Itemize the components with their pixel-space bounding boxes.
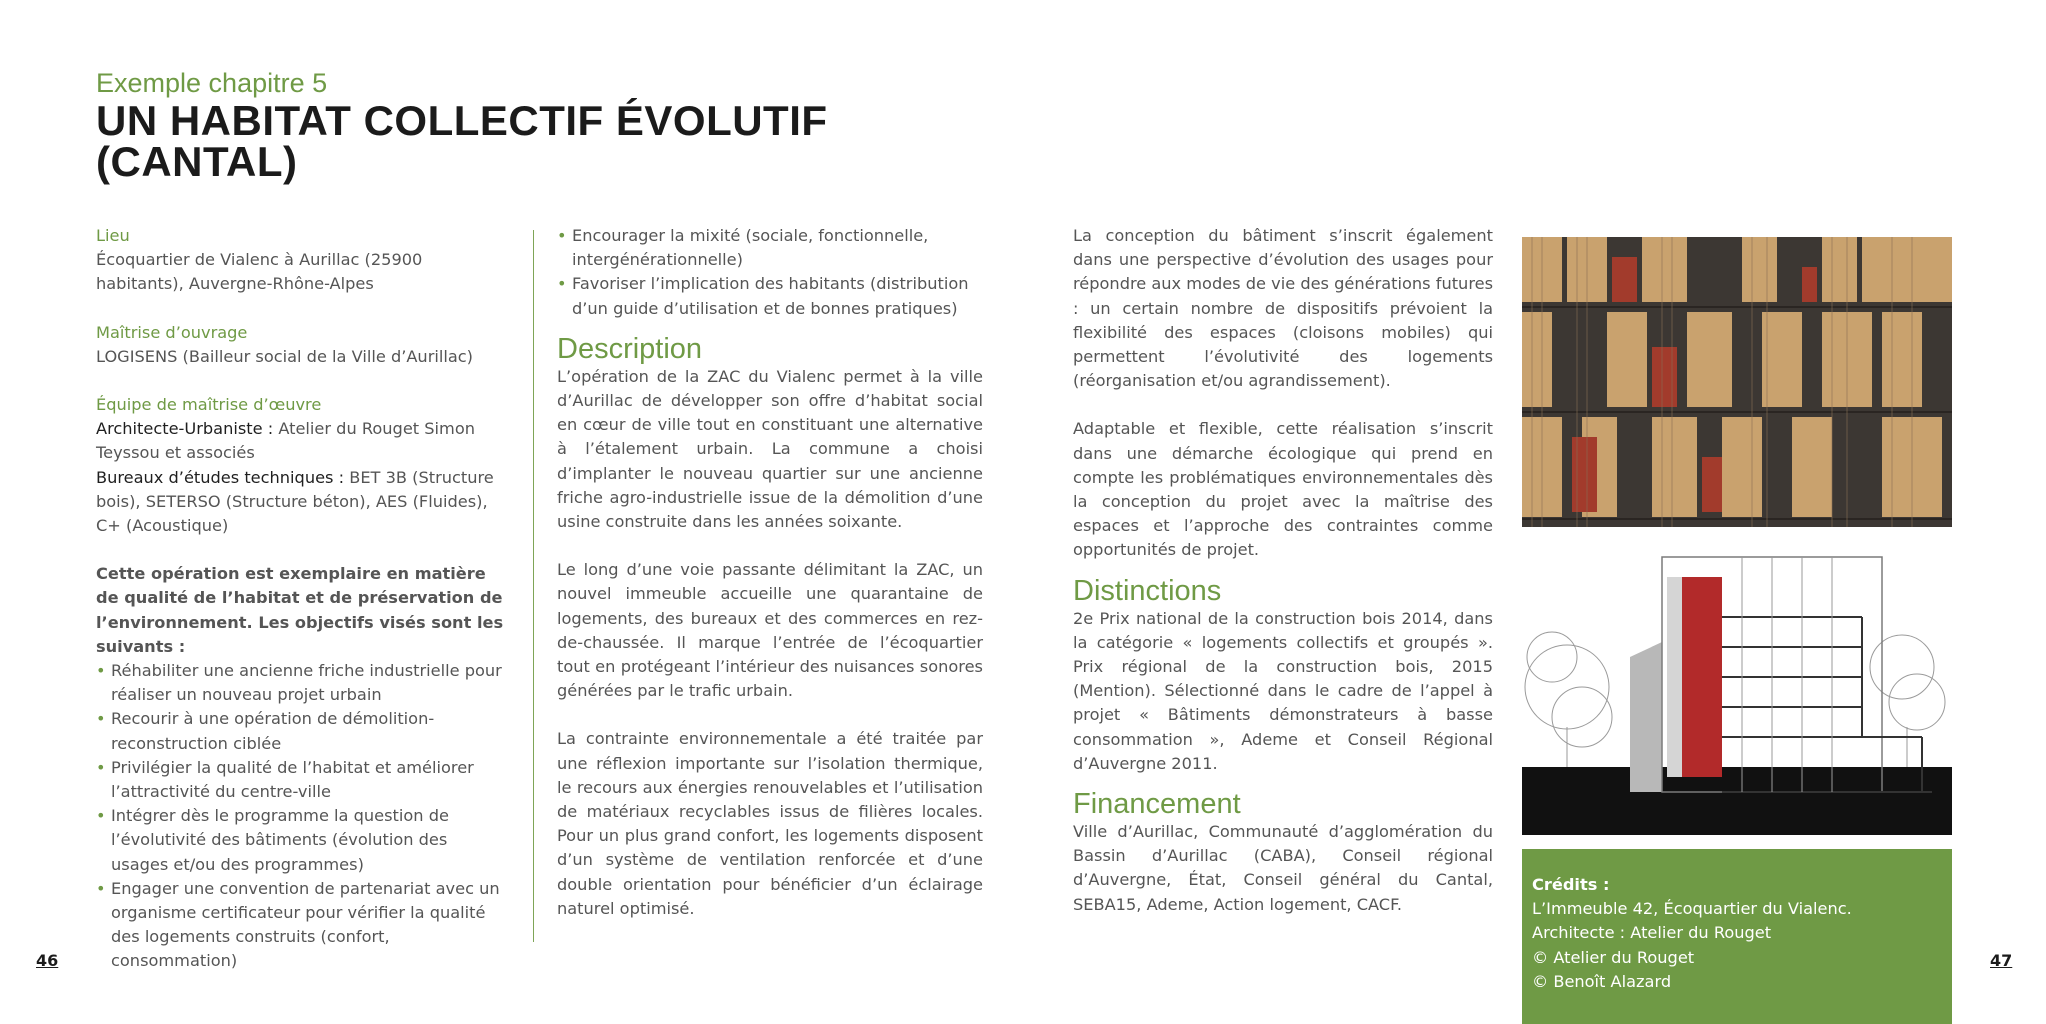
column-3 (1073, 224, 1493, 917)
conception-paragraph: La conception du bâtiment s’inscrit également dans une perspective d’évolution des usages pour répondre aux modes de vie des générations futures : un certain nombre de dispositifs prévoient la flexibilité des espaces (cloisons mobiles) qui permettent l’évolutivité des logements (réorganisation et/ou agrandissement). (1073, 226, 1494, 391)
financement-heading: Financement (1073, 788, 1241, 821)
maitrise-ouvrage-label: Maîtrise d’ouvrage (96, 322, 248, 342)
lieu-text: Écoquartier de Vialenc à Aurillac (25900 habitants), Auvergne-Rhône-Alpes (96, 250, 423, 294)
section-drawing (1522, 537, 1952, 835)
list-item: • Favoriser l’implication des habitants (distribution d’un guide d’utilisation et de bonnes pratiques) (557, 272, 983, 320)
distinctions-heading: Distinctions (1073, 574, 1222, 607)
list-item: • Réhabiliter une ancienne friche industrielle pour réaliser un nouveau projet urbain (96, 659, 506, 707)
maitrise-ouvrage-block (96, 321, 506, 369)
financement-text: Ville d’Aurillac, Communauté d’agglomération du Bassin d’Aurillac (CABA), Conseil régional d’Auvergne, État, Conseil général du Cantal, SEBA15, Ademe, Action logement, CACF. (1073, 822, 1493, 914)
list-item: • Engager une convention de partenariat avec un organisme certificateur pour vérifier la qualité des logements construits (confort, consommation) (96, 877, 506, 974)
list-item: • Encourager la mixité (sociale, fonctionnelle, intergénérationnelle) (557, 224, 983, 272)
maitrise-oeuvre-label: Équipe de maîtrise d’œuvre (96, 395, 322, 415)
credits-box (1522, 849, 1952, 1024)
description-paragraph-1: L’opération de la ZAC du Vialenc permet à la ville d’Aurillac de développer son offre d’habitat social en cœur de ville tout en constituant une alternative à l’étalement urbain. La commune a choisi d’implanter le nouveau quartier sur une ancienne friche agro-industrielle issue de la démolition d’une usine construite dans les années soixante. (557, 366, 983, 532)
description-paragraph-2: Le long d’une voie passante délimitant la ZAC, un nouvel immeuble accueille une quarantaine de logements, des bureaux et des commerces en rez-de-chaussée. Il marque l’entrée de l’écoquartier tout en protégeant l’intérieur des nuisances sonores générées par le trafic urbain. (557, 560, 983, 701)
title-line-2: (CANTAL) (96, 138, 298, 185)
lieu-label: Lieu (96, 226, 130, 245)
objectives-list-continued (557, 224, 983, 321)
credits-label: Crédits : (1532, 875, 1610, 894)
column-divider (533, 230, 534, 942)
lieu-block (96, 224, 506, 297)
maitrise-oeuvre-block (96, 393, 506, 538)
facade-photo (1522, 237, 1952, 527)
bet-label: Bureaux d’études techniques : (96, 467, 345, 487)
maitrise-ouvrage-text: LOGISENS (Bailleur social de la Ville d’Aurillac) (96, 346, 473, 366)
credits-line-1: L’Immeuble 42, Écoquartier du Vialenc. (1532, 899, 1852, 919)
list-item: • Intégrer dès le programme la question de l’évolutivité des bâtiments (évolution des usages et/ou des programmes) (96, 804, 506, 877)
page-number-right: 47 (1990, 951, 2013, 970)
objectives-lead: Cette opération est exemplaire en matière de qualité de l’habitat et de préservation de l’environnement. Les objectifs visés sont les suivants : (96, 564, 504, 656)
distinctions-text: 2e Prix national de la construction bois 2014, dans la catégorie « logements collectifs et groupés ». Prix régional de la construction bois, 2015 (Mention). Sélectionné dans le cadre de l’appel à projet « Bâtiments démonstrateurs à basse consommation », Ademe et Conseil Régional d’Auvergne 2011. (1073, 608, 1493, 773)
column-2 (557, 224, 983, 921)
list-item: • Recourir à une opération de démolition-reconstruction ciblée (96, 707, 506, 755)
description-paragraph-3: La contrainte environnementale a été traitée par une réflexion importante sur l’isolation thermique, le recours aux énergies renouvelables et l’utilisation de matériaux recyclables issus de filières locales. Pour un plus grand confort, les logements disposent d’un système de ventilation renforcée et d’une double orientation pour bénéficier d’un éclairage naturel optimisé. (557, 729, 983, 918)
architecte-label: Architecte-Urbaniste : (96, 419, 274, 439)
column-1 (96, 224, 506, 974)
adaptable-paragraph: Adaptable et flexible, cette réalisation s’inscrit dans une démarche écologique qui prend en compte les problématiques environnementales dès la conception du projet avec la maîtrise des espaces et l’approche des contraintes comme opportunités de projet. (1073, 419, 1493, 560)
credits-line-3: © Atelier du Rouget (1532, 947, 1695, 967)
description-heading: Description (557, 332, 703, 365)
page-number-left: 46 (36, 951, 59, 970)
list-item: • Privilégier la qualité de l’habitat et améliorer l’attractivité du centre-ville (96, 756, 506, 804)
chapter-label: Exemple chapitre 5 (96, 68, 328, 98)
title-line-1: UN HABITAT COLLECTIF ÉVOLUTIF (96, 97, 828, 144)
architecte-text: Atelier du Rouget Simon Teyssou et associés (96, 419, 475, 463)
bet-text: BET 3B (Structure bois), SETERSO (Structure béton), AES (Fluides), C+ (Acoustique) (96, 467, 494, 536)
bet-line (96, 466, 506, 539)
credits-line-2: Architecte : Atelier du Rouget (1532, 923, 1772, 943)
credits-line-4: © Benoît Alazard (1532, 971, 1672, 991)
architecte-line (96, 417, 506, 465)
objectives-list (96, 659, 506, 974)
page-title (96, 97, 856, 185)
